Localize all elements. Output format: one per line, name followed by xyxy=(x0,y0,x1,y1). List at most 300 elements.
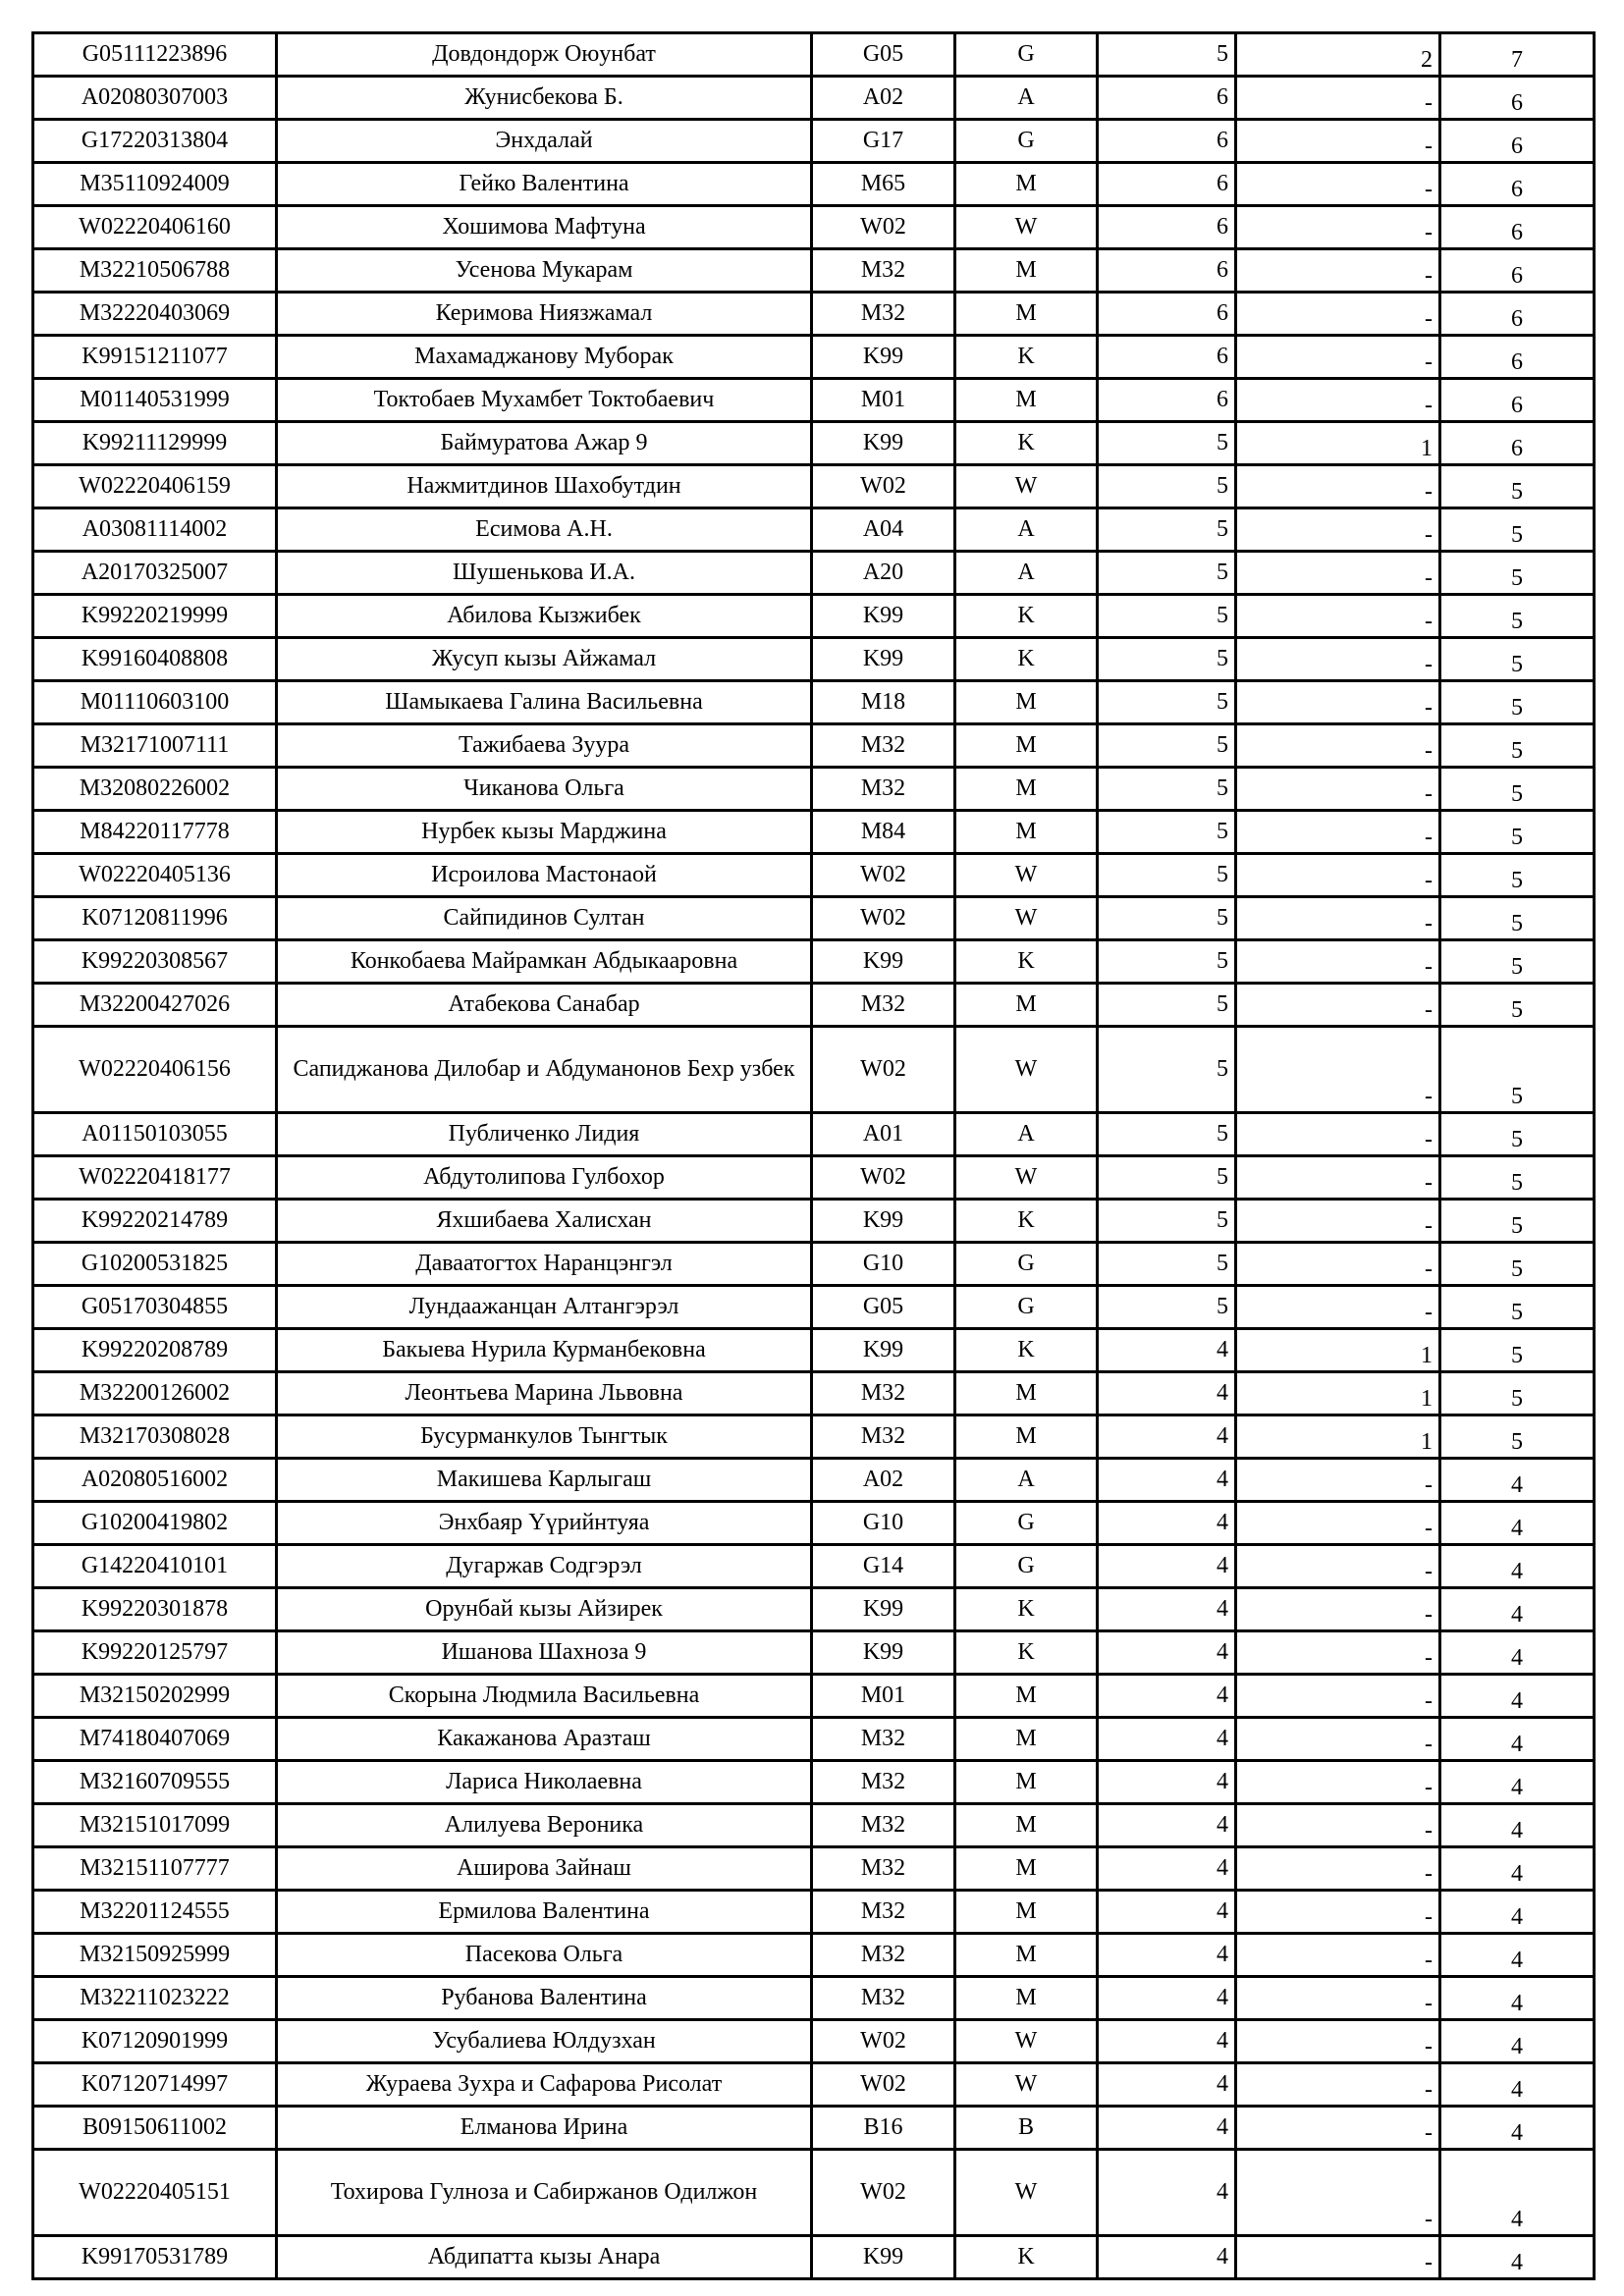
participant-name-cell: Тажибаева Зуура xyxy=(277,724,812,768)
total-cell: 6 xyxy=(1440,163,1595,206)
participant-name-cell: Жураева Зухра и Сафарова Рисолат xyxy=(277,2063,812,2107)
group-code-cell: K99 xyxy=(812,638,955,681)
points-cell: 4 xyxy=(1098,1675,1236,1718)
points-cell: 4 xyxy=(1098,1631,1236,1675)
region-letter-cell: K xyxy=(955,1200,1098,1243)
table-row xyxy=(33,1631,1595,1675)
total-cell: 6 xyxy=(1440,249,1595,293)
total-cell: 5 xyxy=(1440,768,1595,811)
participant-name-cell: Атабекова Санабар xyxy=(277,984,812,1027)
table-row xyxy=(33,724,1595,768)
table-row xyxy=(33,33,1595,77)
table-row xyxy=(33,1847,1595,1891)
points-cell: 6 xyxy=(1098,163,1236,206)
points-cell: 5 xyxy=(1098,1113,1236,1156)
table-row xyxy=(33,206,1595,249)
region-letter-cell: M xyxy=(955,1415,1098,1459)
region-letter-cell: M xyxy=(955,1804,1098,1847)
region-letter-cell: M xyxy=(955,379,1098,422)
participant-name-cell: Абдутолипова Гулбохор xyxy=(277,1156,812,1200)
participant-name-cell: Бусурманкулов Тынгтык xyxy=(277,1415,812,1459)
points-cell: 5 xyxy=(1098,595,1236,638)
region-letter-cell: M xyxy=(955,811,1098,854)
total-cell: 5 xyxy=(1440,681,1595,724)
total-cell: 6 xyxy=(1440,379,1595,422)
bonus-cell: - xyxy=(1236,465,1440,508)
table-row xyxy=(33,1459,1595,1502)
total-cell: 5 xyxy=(1440,465,1595,508)
group-code-cell: K99 xyxy=(812,595,955,638)
total-cell: 4 xyxy=(1440,1718,1595,1761)
table-row xyxy=(33,508,1595,552)
group-code-cell: K99 xyxy=(812,1200,955,1243)
total-cell: 5 xyxy=(1440,940,1595,984)
bonus-cell: - xyxy=(1236,293,1440,336)
participant-id-cell: M01110603100 xyxy=(33,681,277,724)
participant-id-cell: M32210506788 xyxy=(33,249,277,293)
total-cell: 6 xyxy=(1440,422,1595,465)
group-code-cell: G05 xyxy=(812,33,955,77)
bonus-cell: - xyxy=(1236,1502,1440,1545)
region-letter-cell: K xyxy=(955,1631,1098,1675)
bonus-cell: - xyxy=(1236,681,1440,724)
participant-id-cell: W02220406159 xyxy=(33,465,277,508)
participant-name-cell: Конкобаева Майрамкан Абдыкааровна xyxy=(277,940,812,984)
participant-name-cell: Скорына Людмила Васильевна xyxy=(277,1675,812,1718)
table-row xyxy=(33,120,1595,163)
table-row xyxy=(33,811,1595,854)
region-letter-cell: M xyxy=(955,1977,1098,2020)
region-letter-cell: K xyxy=(955,1329,1098,1372)
bonus-cell: - xyxy=(1236,120,1440,163)
bonus-cell: - xyxy=(1236,1027,1440,1113)
total-cell: 7 xyxy=(1440,33,1595,77)
points-cell: 6 xyxy=(1098,293,1236,336)
total-cell: 4 xyxy=(1440,1847,1595,1891)
participant-name-cell: Макишева Карлыгаш xyxy=(277,1459,812,1502)
group-code-cell: B16 xyxy=(812,2107,955,2150)
total-cell: 4 xyxy=(1440,1977,1595,2020)
bonus-cell: - xyxy=(1236,1113,1440,1156)
points-cell: 5 xyxy=(1098,1156,1236,1200)
participant-id-cell: K99220308567 xyxy=(33,940,277,984)
bonus-cell: - xyxy=(1236,1243,1440,1286)
participant-id-cell: K07120901999 xyxy=(33,2020,277,2063)
bonus-cell: - xyxy=(1236,1934,1440,1977)
results-table xyxy=(31,31,1596,2280)
participant-id-cell: K99220125797 xyxy=(33,1631,277,1675)
participant-id-cell: G10200419802 xyxy=(33,1502,277,1545)
table-row xyxy=(33,681,1595,724)
group-code-cell: K99 xyxy=(812,940,955,984)
points-cell: 4 xyxy=(1098,2236,1236,2279)
table-row xyxy=(33,1718,1595,1761)
total-cell: 4 xyxy=(1440,1588,1595,1631)
bonus-cell: - xyxy=(1236,1891,1440,1934)
group-code-cell: M32 xyxy=(812,249,955,293)
total-cell: 4 xyxy=(1440,2107,1595,2150)
group-code-cell: M32 xyxy=(812,1891,955,1934)
table-row xyxy=(33,1588,1595,1631)
bonus-cell: - xyxy=(1236,1200,1440,1243)
bonus-cell: - xyxy=(1236,508,1440,552)
participant-id-cell: M32150202999 xyxy=(33,1675,277,1718)
points-cell: 5 xyxy=(1098,681,1236,724)
region-letter-cell: W xyxy=(955,854,1098,897)
total-cell: 5 xyxy=(1440,595,1595,638)
table-row xyxy=(33,1977,1595,2020)
participant-name-cell: Гейко Валентина xyxy=(277,163,812,206)
bonus-cell: 1 xyxy=(1236,422,1440,465)
participant-name-cell: Усубалиева Юлдузхан xyxy=(277,2020,812,2063)
table-row xyxy=(33,1372,1595,1415)
table-row xyxy=(33,249,1595,293)
group-code-cell: M32 xyxy=(812,1934,955,1977)
group-code-cell: M32 xyxy=(812,724,955,768)
participant-id-cell: M32220403069 xyxy=(33,293,277,336)
document-page xyxy=(31,31,1593,2280)
bonus-cell: - xyxy=(1236,1804,1440,1847)
table-row xyxy=(33,163,1595,206)
region-letter-cell: K xyxy=(955,940,1098,984)
total-cell: 6 xyxy=(1440,120,1595,163)
participant-id-cell: A20170325007 xyxy=(33,552,277,595)
points-cell: 6 xyxy=(1098,77,1236,120)
bonus-cell: - xyxy=(1236,1675,1440,1718)
group-code-cell: G05 xyxy=(812,1286,955,1329)
table-row xyxy=(33,1329,1595,1372)
participant-name-cell: Жунисбекова Б. xyxy=(277,77,812,120)
points-cell: 4 xyxy=(1098,1891,1236,1934)
group-code-cell: W02 xyxy=(812,897,955,940)
total-cell: 4 xyxy=(1440,1459,1595,1502)
table-row xyxy=(33,1761,1595,1804)
participant-id-cell: M84220117778 xyxy=(33,811,277,854)
total-cell: 5 xyxy=(1440,724,1595,768)
points-cell: 4 xyxy=(1098,1372,1236,1415)
bonus-cell: - xyxy=(1236,2063,1440,2107)
table-row xyxy=(33,552,1595,595)
bonus-cell: - xyxy=(1236,2107,1440,2150)
region-letter-cell: W xyxy=(955,465,1098,508)
table-row xyxy=(33,1934,1595,1977)
bonus-cell: - xyxy=(1236,2236,1440,2279)
table-row xyxy=(33,1891,1595,1934)
group-code-cell: A01 xyxy=(812,1113,955,1156)
points-cell: 4 xyxy=(1098,1545,1236,1588)
total-cell: 5 xyxy=(1440,984,1595,1027)
participant-id-cell: M32150925999 xyxy=(33,1934,277,1977)
bonus-cell: - xyxy=(1236,1156,1440,1200)
participant-id-cell: G10200531825 xyxy=(33,1243,277,1286)
total-cell: 5 xyxy=(1440,1372,1595,1415)
region-letter-cell: A xyxy=(955,1113,1098,1156)
bonus-cell: - xyxy=(1236,1459,1440,1502)
participant-id-cell: W02220418177 xyxy=(33,1156,277,1200)
group-code-cell: K99 xyxy=(812,422,955,465)
bonus-cell: - xyxy=(1236,1588,1440,1631)
bonus-cell: - xyxy=(1236,249,1440,293)
table-row xyxy=(33,2020,1595,2063)
group-code-cell: A04 xyxy=(812,508,955,552)
participant-name-cell: Леонтьева Марина Львовна xyxy=(277,1372,812,1415)
group-code-cell: W02 xyxy=(812,1027,955,1113)
table-row xyxy=(33,1545,1595,1588)
participant-name-cell: Усенова Мукарам xyxy=(277,249,812,293)
participant-name-cell: Пасекова Ольга xyxy=(277,1934,812,1977)
total-cell: 6 xyxy=(1440,206,1595,249)
participant-id-cell: W02220406156 xyxy=(33,1027,277,1113)
points-cell: 6 xyxy=(1098,379,1236,422)
group-code-cell: M32 xyxy=(812,293,955,336)
table-row xyxy=(33,984,1595,1027)
participant-id-cell: G05111223896 xyxy=(33,33,277,77)
group-code-cell: A02 xyxy=(812,77,955,120)
region-letter-cell: A xyxy=(955,77,1098,120)
points-cell: 5 xyxy=(1098,552,1236,595)
participant-name-cell: Махамаджанову Муборак xyxy=(277,336,812,379)
table-row xyxy=(33,2236,1595,2279)
points-cell: 5 xyxy=(1098,724,1236,768)
participant-id-cell: G14220410101 xyxy=(33,1545,277,1588)
participant-name-cell: Аширова Зайнаш xyxy=(277,1847,812,1891)
points-cell: 5 xyxy=(1098,508,1236,552)
total-cell: 4 xyxy=(1440,1545,1595,1588)
participant-id-cell: M32080226002 xyxy=(33,768,277,811)
participant-id-cell: M35110924009 xyxy=(33,163,277,206)
group-code-cell: G14 xyxy=(812,1545,955,1588)
participant-name-cell: Жусуп кызы Айжамал xyxy=(277,638,812,681)
region-letter-cell: W xyxy=(955,2020,1098,2063)
participant-name-cell: Ермилова Валентина xyxy=(277,1891,812,1934)
bonus-cell: - xyxy=(1236,1977,1440,2020)
group-code-cell: M32 xyxy=(812,1761,955,1804)
group-code-cell: M01 xyxy=(812,379,955,422)
region-letter-cell: A xyxy=(955,552,1098,595)
points-cell: 5 xyxy=(1098,854,1236,897)
points-cell: 4 xyxy=(1098,2063,1236,2107)
region-letter-cell: M xyxy=(955,1718,1098,1761)
bonus-cell: - xyxy=(1236,77,1440,120)
participant-name-cell: Шамыкаева Галина Васильевна xyxy=(277,681,812,724)
region-letter-cell: K xyxy=(955,422,1098,465)
participant-name-cell: Энхдалай xyxy=(277,120,812,163)
participant-id-cell: G05170304855 xyxy=(33,1286,277,1329)
points-cell: 4 xyxy=(1098,1804,1236,1847)
participant-id-cell: K99220208789 xyxy=(33,1329,277,1372)
region-letter-cell: K xyxy=(955,336,1098,379)
region-letter-cell: G xyxy=(955,1243,1098,1286)
total-cell: 5 xyxy=(1440,1200,1595,1243)
participant-name-cell: Рубанова Валентина xyxy=(277,1977,812,2020)
total-cell: 4 xyxy=(1440,1675,1595,1718)
participant-id-cell: B09150611002 xyxy=(33,2107,277,2150)
points-cell: 4 xyxy=(1098,2150,1236,2236)
table-row xyxy=(33,293,1595,336)
participant-name-cell: Керимова Ниязжамал xyxy=(277,293,812,336)
participant-id-cell: A03081114002 xyxy=(33,508,277,552)
bonus-cell: - xyxy=(1236,552,1440,595)
total-cell: 4 xyxy=(1440,2236,1595,2279)
total-cell: 4 xyxy=(1440,1761,1595,1804)
total-cell: 5 xyxy=(1440,508,1595,552)
group-code-cell: G10 xyxy=(812,1502,955,1545)
group-code-cell: M32 xyxy=(812,1718,955,1761)
group-code-cell: M18 xyxy=(812,681,955,724)
group-code-cell: M32 xyxy=(812,1977,955,2020)
group-code-cell: K99 xyxy=(812,336,955,379)
total-cell: 6 xyxy=(1440,336,1595,379)
bonus-cell: - xyxy=(1236,2150,1440,2236)
table-row xyxy=(33,854,1595,897)
group-code-cell: M32 xyxy=(812,1804,955,1847)
points-cell: 4 xyxy=(1098,1329,1236,1372)
participant-id-cell: W02220405136 xyxy=(33,854,277,897)
group-code-cell: A20 xyxy=(812,552,955,595)
participant-name-cell: Елманова Ирина xyxy=(277,2107,812,2150)
group-code-cell: M32 xyxy=(812,1372,955,1415)
bonus-cell: - xyxy=(1236,854,1440,897)
bonus-cell: - xyxy=(1236,638,1440,681)
region-letter-cell: M xyxy=(955,768,1098,811)
table-row xyxy=(33,2063,1595,2107)
bonus-cell: - xyxy=(1236,2020,1440,2063)
total-cell: 4 xyxy=(1440,1891,1595,1934)
participant-name-cell: Сайпидинов Султан xyxy=(277,897,812,940)
bonus-cell: - xyxy=(1236,163,1440,206)
table-row xyxy=(33,1200,1595,1243)
group-code-cell: W02 xyxy=(812,206,955,249)
bonus-cell: - xyxy=(1236,1847,1440,1891)
region-letter-cell: W xyxy=(955,206,1098,249)
region-letter-cell: M xyxy=(955,293,1098,336)
participant-id-cell: K99220214789 xyxy=(33,1200,277,1243)
region-letter-cell: M xyxy=(955,984,1098,1027)
results-table-body xyxy=(33,33,1595,2279)
bonus-cell: - xyxy=(1236,724,1440,768)
group-code-cell: M01 xyxy=(812,1675,955,1718)
participant-id-cell: K07120714997 xyxy=(33,2063,277,2107)
group-code-cell: M32 xyxy=(812,768,955,811)
participant-name-cell: Бакыева Нурила Курманбековна xyxy=(277,1329,812,1372)
region-letter-cell: M xyxy=(955,1675,1098,1718)
participant-id-cell: M32151107777 xyxy=(33,1847,277,1891)
region-letter-cell: A xyxy=(955,1459,1098,1502)
total-cell: 5 xyxy=(1440,1329,1595,1372)
total-cell: 6 xyxy=(1440,293,1595,336)
participant-id-cell: M32151017099 xyxy=(33,1804,277,1847)
total-cell: 4 xyxy=(1440,1631,1595,1675)
points-cell: 5 xyxy=(1098,1027,1236,1113)
points-cell: 4 xyxy=(1098,1588,1236,1631)
participant-name-cell: Сапиджанова Дилобар и Абдуманонов Бехр узбек xyxy=(277,1027,812,1113)
points-cell: 5 xyxy=(1098,465,1236,508)
region-letter-cell: B xyxy=(955,2107,1098,2150)
region-letter-cell: A xyxy=(955,508,1098,552)
bonus-cell: - xyxy=(1236,336,1440,379)
group-code-cell: M84 xyxy=(812,811,955,854)
points-cell: 4 xyxy=(1098,2020,1236,2063)
participant-id-cell: W02220405151 xyxy=(33,2150,277,2236)
group-code-cell: W02 xyxy=(812,1156,955,1200)
table-row xyxy=(33,1156,1595,1200)
bonus-cell: - xyxy=(1236,1718,1440,1761)
group-code-cell: G10 xyxy=(812,1243,955,1286)
participant-name-cell: Алилуева Вероника xyxy=(277,1804,812,1847)
points-cell: 4 xyxy=(1098,1847,1236,1891)
points-cell: 5 xyxy=(1098,897,1236,940)
table-row xyxy=(33,1027,1595,1113)
participant-name-cell: Яхшибаева Халисхан xyxy=(277,1200,812,1243)
table-row xyxy=(33,638,1595,681)
group-code-cell: K99 xyxy=(812,1588,955,1631)
participant-id-cell: M01140531999 xyxy=(33,379,277,422)
participant-name-cell: Дугаржав Содгэрэл xyxy=(277,1545,812,1588)
participant-name-cell: Хошимова Мафтуна xyxy=(277,206,812,249)
participant-id-cell: K99220219999 xyxy=(33,595,277,638)
group-code-cell: G17 xyxy=(812,120,955,163)
region-letter-cell: K xyxy=(955,638,1098,681)
participant-id-cell: M32171007111 xyxy=(33,724,277,768)
total-cell: 5 xyxy=(1440,1156,1595,1200)
participant-name-cell: Абдипатта кызы Анара xyxy=(277,2236,812,2279)
region-letter-cell: M xyxy=(955,681,1098,724)
region-letter-cell: M xyxy=(955,163,1098,206)
group-code-cell: M32 xyxy=(812,984,955,1027)
group-code-cell: W02 xyxy=(812,2150,955,2236)
points-cell: 5 xyxy=(1098,1200,1236,1243)
group-code-cell: M32 xyxy=(812,1847,955,1891)
participant-name-cell: Довдондорж Оюунбат xyxy=(277,33,812,77)
table-row xyxy=(33,897,1595,940)
bonus-cell: - xyxy=(1236,595,1440,638)
group-code-cell: M32 xyxy=(812,1415,955,1459)
participant-name-cell: Лариса Николаевна xyxy=(277,1761,812,1804)
region-letter-cell: M xyxy=(955,1934,1098,1977)
points-cell: 5 xyxy=(1098,1286,1236,1329)
table-row xyxy=(33,1675,1595,1718)
table-row xyxy=(33,379,1595,422)
total-cell: 4 xyxy=(1440,2063,1595,2107)
region-letter-cell: K xyxy=(955,2236,1098,2279)
participant-id-cell: M32170308028 xyxy=(33,1415,277,1459)
group-code-cell: A02 xyxy=(812,1459,955,1502)
participant-id-cell: M32211023222 xyxy=(33,1977,277,2020)
participant-name-cell: Чиканова Ольга xyxy=(277,768,812,811)
region-letter-cell: W xyxy=(955,2063,1098,2107)
group-code-cell: K99 xyxy=(812,1329,955,1372)
participant-name-cell: Токтобаев Мухамбет Токтобаевич xyxy=(277,379,812,422)
points-cell: 6 xyxy=(1098,120,1236,163)
points-cell: 5 xyxy=(1098,422,1236,465)
participant-id-cell: A02080307003 xyxy=(33,77,277,120)
total-cell: 5 xyxy=(1440,638,1595,681)
total-cell: 6 xyxy=(1440,77,1595,120)
table-row xyxy=(33,422,1595,465)
table-row xyxy=(33,77,1595,120)
participant-name-cell: Энхбаяр Үүрийнтуяа xyxy=(277,1502,812,1545)
region-letter-cell: W xyxy=(955,2150,1098,2236)
region-letter-cell: G xyxy=(955,1286,1098,1329)
region-letter-cell: G xyxy=(955,120,1098,163)
group-code-cell: W02 xyxy=(812,854,955,897)
bonus-cell: - xyxy=(1236,379,1440,422)
participant-name-cell: Ишанова Шахноза 9 xyxy=(277,1631,812,1675)
participant-name-cell: Какажанова Аразташ xyxy=(277,1718,812,1761)
region-letter-cell: G xyxy=(955,1502,1098,1545)
table-row xyxy=(33,1113,1595,1156)
total-cell: 4 xyxy=(1440,2150,1595,2236)
